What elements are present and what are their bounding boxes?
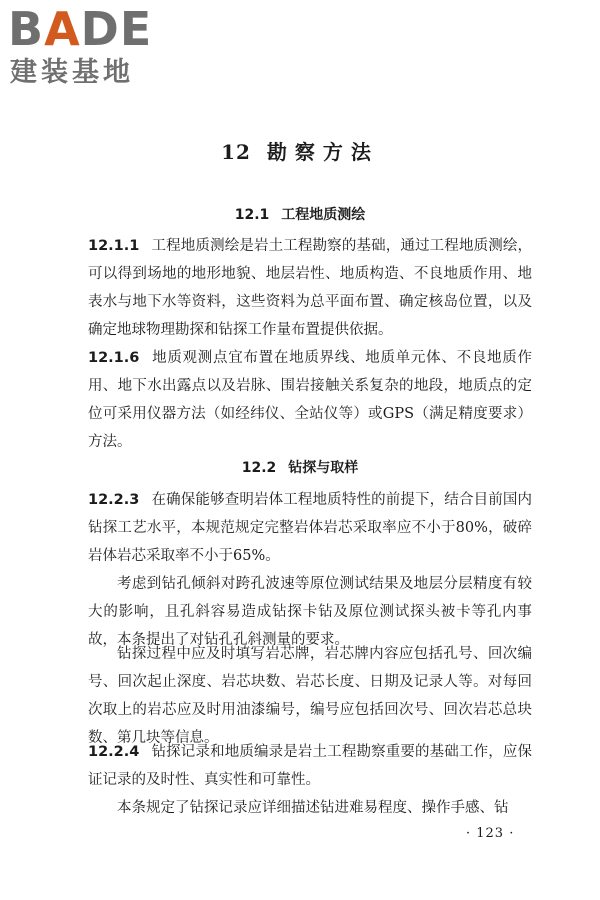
chapter-title xyxy=(0,136,600,165)
paragraph xyxy=(88,232,532,344)
section-title: 12.1 工程地质测绘 xyxy=(234,207,366,223)
logo-wordmark: BADE xyxy=(8,2,153,56)
paragraph-text: 钻探过程中应及时填写岩芯牌，岩芯牌内容应包括孔号、回次编号、回次起止深度、岩芯块数、岩芯长度、日期及记录人等。对每回次取上的岩芯应及时用油漆编号，编号应包括回次号、回次岩芯总块数、第几块等信息。 xyxy=(88,646,532,746)
section-title: 12.2 钻探与取样 xyxy=(241,460,359,476)
clause-number: 12.2.4 xyxy=(88,744,140,760)
page-number: · 123 · xyxy=(466,826,515,841)
paragraph xyxy=(88,486,532,570)
paragraph-text: 考虑到钻孔倾斜对跨孔波速等原位测试结果及地层分层精度有较大的影响，且孔斜容易造成钻探卡钻及原位测试探头被卡等孔内事故，本条提出了对钻孔孔斜测量的要求。 xyxy=(88,576,532,648)
chapter-number: 12 xyxy=(221,140,251,164)
paragraph xyxy=(88,344,532,456)
clause-number: 12.2.3 xyxy=(88,492,140,508)
chapter-title-text: 勘察方法 xyxy=(266,140,379,164)
clause-number: 12.1.6 xyxy=(88,350,140,366)
paragraph-text: 钻探记录和地质编录是岩土工程勘察重要的基础工作，应保证记录的及时性、真实性和可靠性。 xyxy=(88,744,532,788)
paragraph xyxy=(88,794,532,822)
clause-number: 12.1.1 xyxy=(88,238,140,254)
logo-subtitle: 建装基地 xyxy=(10,57,134,88)
paragraph-text: 在确保能够查明岩体工程地质特性的前提下，结合目前国内钻探工艺水平，本规范规定完整岩体岩芯采取率应不小于80%，破碎岩体岩芯采取率不小于65%。 xyxy=(88,492,532,564)
paragraph xyxy=(88,640,532,752)
logo xyxy=(8,4,178,94)
paragraph-text: 工程地质测绘是岩土工程勘察的基础，通过工程地质测绘，可以得到场地的地形地貌、地层岩性、地质构造、不良地质作用、地表水与地下水等资料，这些资料为总平面布置、确定核岛位置，以及确定地球物理勘探和钻探工作量布置提供依据。 xyxy=(88,238,532,338)
paragraph xyxy=(88,738,532,794)
paragraph-text: 地质观测点宜布置在地质界线、地质单元体、不良地质作用、地下水出露点以及岩脉、围岩接触关系复杂的地段，地质点的定位可采用仪器方法（如经纬仪、全站仪等）或GPS（满足精度要求）方法。 xyxy=(88,350,532,450)
paragraph-text: 本条规定了钻探记录应详细描述钻进难易程度、操作手感、钻 xyxy=(117,800,509,816)
